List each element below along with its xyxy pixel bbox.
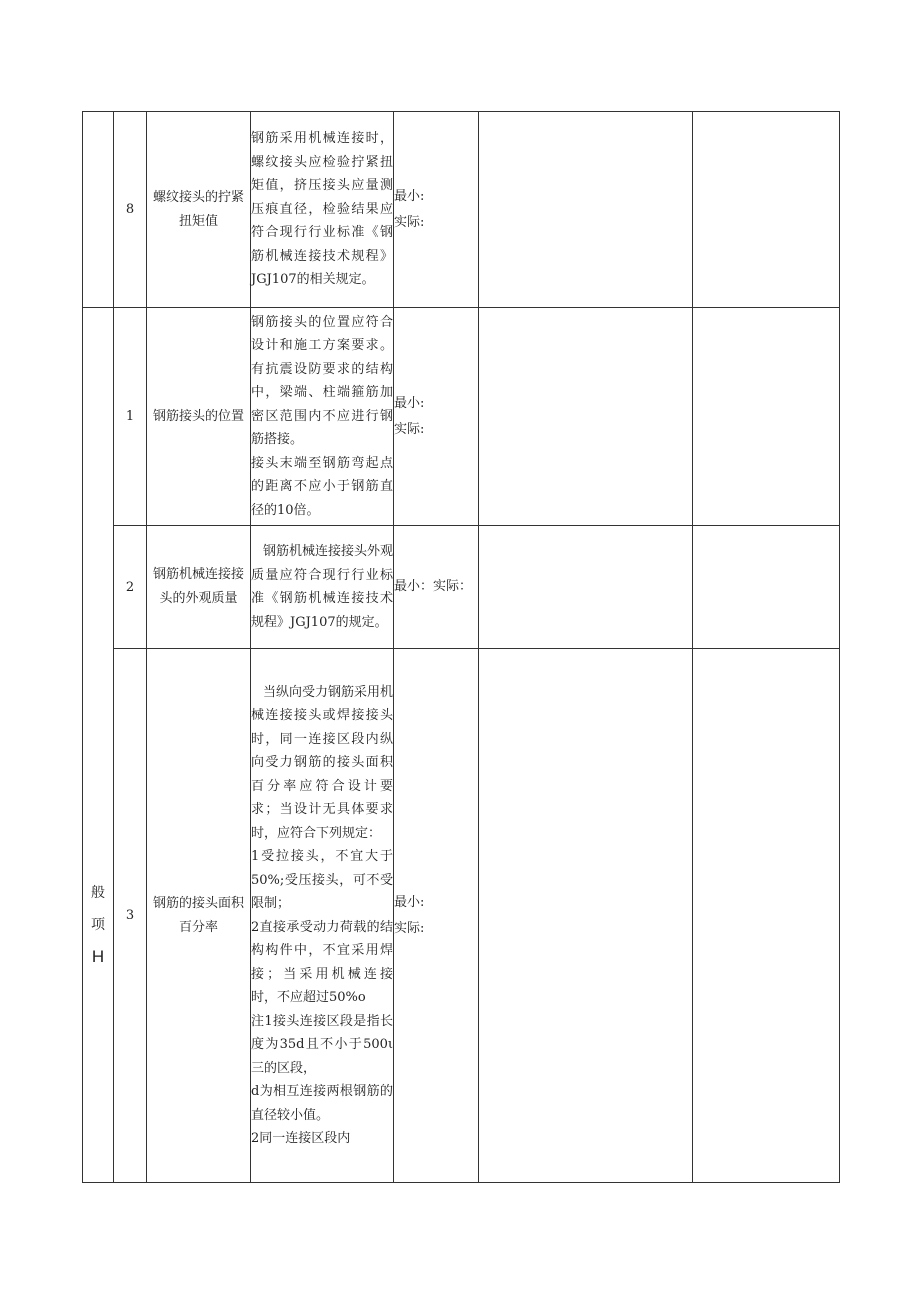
check-item: 钢筋机械连接接头的外观质量 bbox=[147, 526, 251, 649]
check-item: 螺纹接头的拧紧扭矩值 bbox=[147, 112, 251, 308]
table-row bbox=[83, 308, 840, 526]
inspection-record-cell[interactable] bbox=[479, 112, 693, 308]
requirement-text bbox=[251, 308, 394, 526]
requirement-paragraph: 2直接承受动力荷载的结构构件中，不宜采用焊接；当采用机械连接时，不应超过50%o bbox=[251, 919, 393, 1005]
requirement-text bbox=[251, 649, 394, 1183]
requirement-paragraph: d为相互连接两根钢筋的直径较小值。 bbox=[251, 1084, 393, 1123]
actual-label: 实际: bbox=[394, 421, 425, 437]
inspection-table bbox=[82, 111, 840, 1183]
inspection-record-cell[interactable] bbox=[479, 649, 693, 1183]
category-label-char: 项 bbox=[91, 917, 105, 933]
requirement-paragraph: 当纵向受力钢筋采用机械连接接头或焊接接头时，同一连接区段内纵向受力钢筋的接头面积百分率应符合设计要求；当设计无具体要求时，应符合下列规定： bbox=[251, 684, 394, 841]
min-label: 最小: bbox=[394, 894, 425, 910]
actual-label: 实际: bbox=[394, 214, 425, 230]
requirement-paragraph: 钢筋接头的位置应符合设计和施工方案要求。有抗震设防要求的结构中，梁端、柱端箍筋加密区范围内不应进行钢筋搭接。 bbox=[251, 314, 393, 448]
category-label-char: H bbox=[91, 947, 105, 966]
inspection-result-cell[interactable] bbox=[693, 112, 840, 308]
category-cell bbox=[83, 308, 114, 1183]
requirement-paragraph: 1受拉接头，不宜大于50%;受压接头，可不受限制； bbox=[251, 849, 393, 911]
row-number: 2 bbox=[114, 526, 147, 649]
inspection-record-cell[interactable] bbox=[479, 308, 693, 526]
row-number: 1 bbox=[114, 308, 147, 526]
table-row bbox=[83, 112, 840, 308]
table-row bbox=[83, 526, 840, 649]
inspection-record-cell[interactable] bbox=[479, 526, 693, 649]
row-number: 8 bbox=[114, 112, 147, 308]
inspection-result-cell[interactable] bbox=[693, 526, 840, 649]
requirement-paragraph: 注1接头连接区段是指长度为35d且不小于500ι三的区段， bbox=[251, 1013, 393, 1076]
measured-value-cell bbox=[394, 649, 479, 1183]
category-label-char: 般 bbox=[91, 885, 105, 901]
requirement-paragraph: 钢筋采用机械连接时，螺纹接头应检验拧紧扭矩值，挤压接头应量测压痕直径，检验结果应符合现行行业标准《钢筋机械连接技术规程》JGJ107的相关规定。 bbox=[251, 131, 393, 288]
table-row bbox=[83, 649, 840, 1183]
measured-value-cell: 最小：实际： bbox=[394, 526, 479, 649]
category-cell-continued bbox=[83, 112, 114, 308]
requirement-text bbox=[251, 526, 394, 649]
check-item: 钢筋接头的位置 bbox=[147, 308, 251, 526]
actual-label: 实际: bbox=[394, 920, 425, 936]
measured-value-cell bbox=[394, 112, 479, 308]
requirement-paragraph: 接头末端至钢筋弯起点的距离不应小于钢筋直径的10倍。 bbox=[251, 455, 393, 518]
min-label: 最小: bbox=[394, 395, 425, 411]
row-number: 3 bbox=[114, 649, 147, 1183]
requirement-paragraph: 钢筋机械连接接头外观质量应符合现行行业标准《钢筋机械连接技术规程》JGJ107的规定。 bbox=[251, 544, 394, 630]
inspection-result-cell[interactable] bbox=[693, 308, 840, 526]
inspection-result-cell[interactable] bbox=[693, 649, 840, 1183]
requirement-paragraph: 2同一连接区段内 bbox=[251, 1131, 351, 1146]
measured-value-cell bbox=[394, 308, 479, 526]
requirement-text bbox=[251, 112, 394, 308]
min-label: 最小: bbox=[394, 188, 425, 204]
check-item: 钢筋的接头面积百分率 bbox=[147, 649, 251, 1183]
